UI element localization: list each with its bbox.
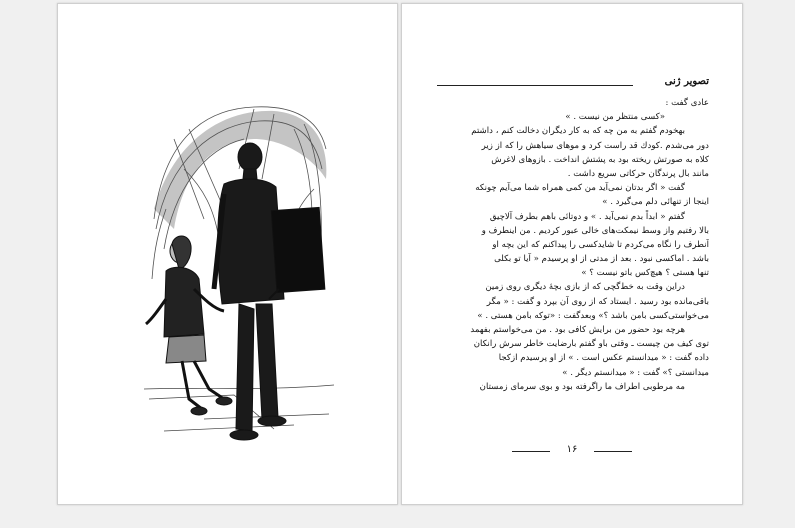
footer-rule-right (594, 451, 632, 452)
text-line: عادی گفت : (665, 98, 709, 108)
text-line: تنها هستی ؟ هیچ‌کس باتو نیست ؟ » (581, 268, 709, 279)
left-page (57, 3, 398, 505)
text-line: باشد . اماکسی نبود . بعد از مدتی از او پرسیدم « آیا تو بکلی (494, 254, 709, 265)
text-line: دراین وقت به خط‌گچی که از بازی بچهٔ دیگری روی زمین (485, 282, 685, 293)
text-line: اینجا از تنهائی دلم می‌گیرد . » (602, 197, 709, 208)
right-page (401, 3, 743, 505)
page-footer (512, 446, 632, 458)
text-line: گفت « اگر بدتان نمی‌آید من کمی همراه شما می‌آیم چونکه (475, 183, 685, 194)
text-line: آنطرف را نگاه می‌کردم تا شایدکسی را پیداکنم که این بچه او (492, 239, 709, 250)
illustration-child-and-man (144, 99, 334, 459)
text-line: بالا رفتیم واز وسط نیمکت‌های خالی عبور کردیم . من اینطرف و (481, 225, 709, 236)
text-line: مه مرطوبی اطراف ما راگرفته بود و بوی سرمای زمستان (479, 381, 685, 392)
page-header (437, 76, 709, 90)
text-line: گفتم « ابداً بدم نمی‌آید . » و دوتائی باهم بطرف آلاچیق (489, 211, 685, 222)
body-text (437, 96, 709, 394)
text-line: هرچه بود حضور من برایش کافی بود . من می‌خواستم بفهمد (470, 325, 685, 335)
text-line: توی کیف من چیست ـ وقتی باو گفتم بارضایت خاطر سرش رانکان (473, 339, 709, 350)
text-line: داده گفت : « میدانستم عکس است . » از او پرسیدم ازکجا (498, 353, 709, 364)
text-line: کلاه به صورتش ریخته بود به پشتش انداخت . بازوهای لاغرش (491, 154, 709, 165)
page-header-title: تصویر ژنی (664, 76, 709, 87)
text-line: مانند بال پرندگان حرکاتی سریع داشت . (567, 168, 709, 179)
text-line: باقی‌مانده بود رسید . ایستاد که از روی آن بپرد و گفت : « مگر (486, 296, 709, 307)
text-line: می‌خواستی‌کسی بامن باشد ؟» وبعدگفت : «توکه بامن هستی . » (477, 310, 709, 321)
text-line: بهخودم گفتم به من چه که به کار دیگران دخالت کنم ، داشتم (471, 126, 685, 137)
text-line: دور می‌شدم .کودك قد راست کرد و موهای سیاهش را که از زیر (481, 140, 709, 151)
text-line: «کسی منتظر من نیست . » (565, 112, 665, 123)
page-number: ۱۶ (566, 444, 578, 455)
text-line: میدانستی ؟» گفت : « میدانستم دیگر . » (562, 367, 709, 378)
header-rule (437, 85, 633, 86)
